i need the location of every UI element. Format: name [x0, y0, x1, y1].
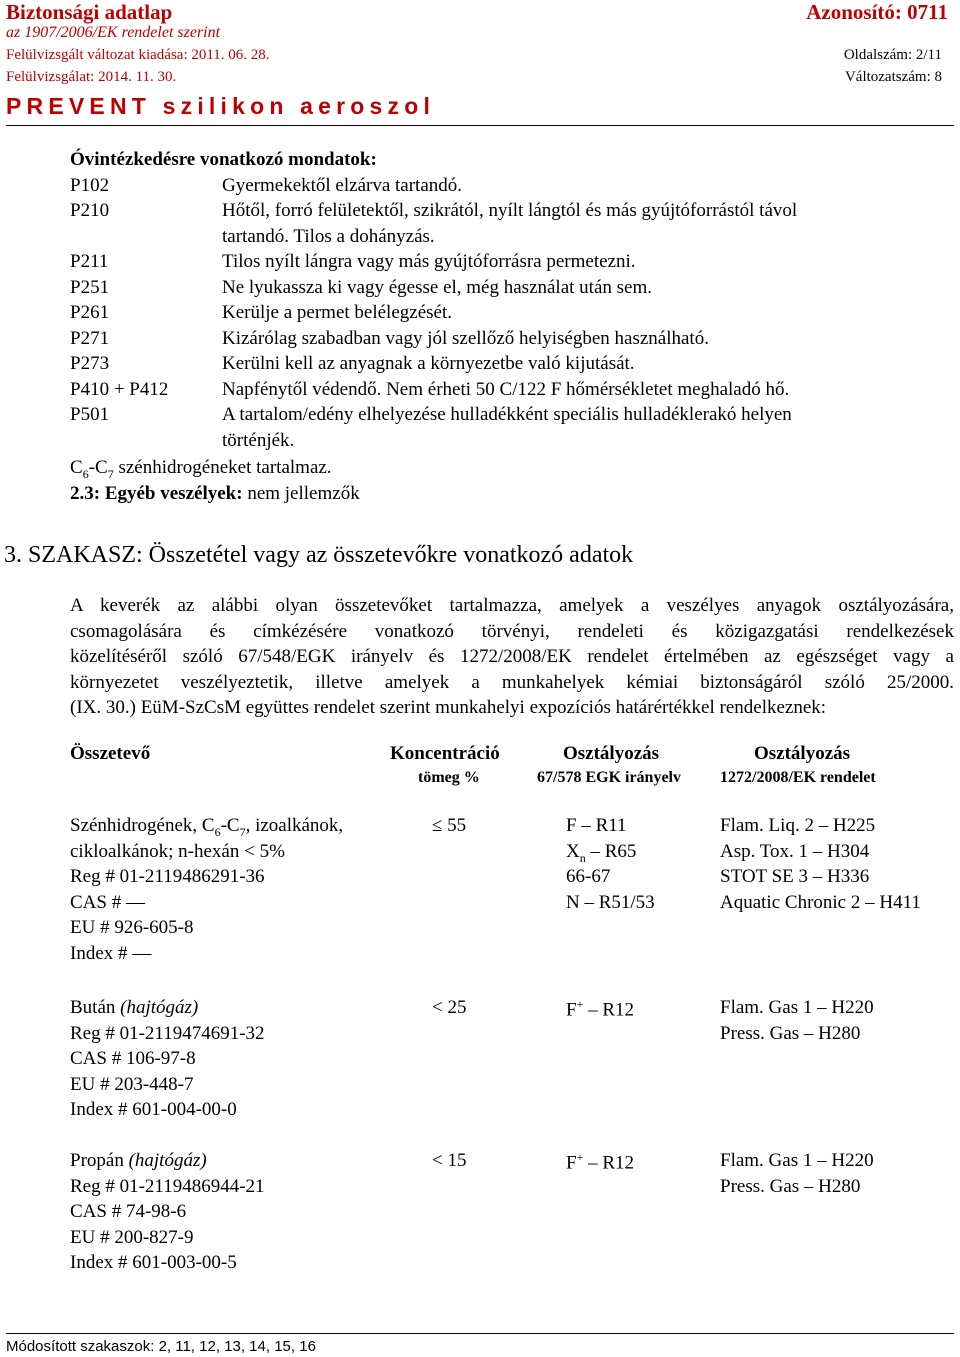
- precaution-text-continued: tartandó. Tilos a dohányzás.: [222, 226, 435, 247]
- precaution-text: A tartalom/edény elhelyezése hulladékként speciális hulladéklerakó helyen: [222, 404, 792, 425]
- section-3-paragraph: A keverék az alábbi olyan összetevőket tartalmazza, amelyek a veszélyes anyagok osztályozására, csomagolására és címkézésére vonatkozó törvényi, rendeleti és közigazgatási rendelkezések közelítéséről szóló 67/548/EGK irányelv és 1272/2008/EK rendelet értelmében az egészséget vagy a környezetet veszélyeztetik, illetve amelyek a munkahelyek kémiai biztonságáról szóló 25/2000. (IX. 30.) EüM-SzCsM együttes rendelet szerint munkahelyi expozíciós határértékkel rendelkeznek:: [70, 595, 954, 719]
- component-cas: CAS # 74-98-6: [70, 1201, 187, 1222]
- classification-1272: Press. Gas – H280: [720, 1176, 861, 1197]
- component-index: Index # 601-003-00-5: [70, 1252, 237, 1273]
- modified-sections: Módosított szakaszok: 2, 11, 12, 13, 14, 15, 16: [6, 1338, 316, 1355]
- precaution-text: Gyermekektől elzárva tartandó.: [222, 175, 463, 196]
- column-header-concentration-unit: tömeg %: [418, 769, 480, 786]
- precaution-text: Kerülje a permet belélegzését.: [222, 302, 452, 323]
- component-name: Bután (hajtógáz): [70, 997, 199, 1018]
- precaution-code: P501: [70, 404, 110, 425]
- component-name: Szénhidrogének, $C_6-C_7$, izoalkánok,: [70, 815, 344, 839]
- issue-date: Felülvizsgált változat kiadása: 2011. 06. 28.: [6, 47, 270, 63]
- classification-67: $X_n - R65$: [566, 841, 637, 865]
- component-eu: EU # 926-605-8: [70, 917, 194, 938]
- classification-1272: Flam. Gas 1 – H220: [720, 1150, 874, 1171]
- hydrocarbon-note: $C_6-C_7$ szénhidrogéneket tartalmaz.: [70, 457, 332, 481]
- precaution-code: P410 + P412: [70, 379, 169, 400]
- regulation-subtitle: az 1907/2006/EK rendelet szerint: [6, 24, 221, 41]
- version-number: Változatszám: 8: [844, 69, 942, 85]
- document-title: Biztonsági adatlap: [6, 0, 173, 24]
- precaution-text: Kerülni kell az anyagnak a környezetbe való kijutását.: [222, 353, 635, 374]
- classification-1272: Flam. Gas 1 – H220: [720, 997, 874, 1018]
- precaution-text: Ne lyukassza ki vagy égesse el, még használat után sem.: [222, 277, 652, 298]
- document-id: Azonosító: 0711: [806, 0, 948, 24]
- component-cas: CAS # —: [70, 892, 145, 913]
- footer-divider: [6, 1333, 954, 1334]
- product-name: PREVENT szilikon aeroszol: [6, 93, 436, 119]
- column-header-classification-1: Osztályozás: [563, 743, 660, 764]
- classification-1272: Press. Gas – H280: [720, 1023, 861, 1044]
- precaution-text: Napfénytől védendő. Nem érheti 50 C/122 F hőmérsékletet meghaladó hő.: [222, 379, 790, 400]
- classification-67: F+ – R12: [566, 997, 635, 1021]
- component-reg: Reg # 01-2119486291-36: [70, 866, 265, 887]
- component-reg: Reg # 01-2119474691-32: [70, 1023, 265, 1044]
- precaution-code: P210: [70, 200, 110, 221]
- precaution-code: P261: [70, 302, 110, 323]
- precaution-text: Tilos nyílt lángra vagy más gyújtóforrásra permetezni.: [222, 251, 636, 272]
- component-name-continued: cikloalkánok; n-hexán < 5%: [70, 841, 285, 862]
- precaution-code: P251: [70, 277, 110, 298]
- page-number: Oldalszám: 2/11: [843, 47, 942, 63]
- classification-1272: Flam. Liq. 2 – H225: [720, 815, 876, 836]
- classification-67: N – R51/53: [566, 892, 655, 913]
- column-header-component: Összetevő: [70, 743, 151, 764]
- classification-67: F – R11: [566, 815, 627, 836]
- precaution-code: P271: [70, 328, 110, 349]
- component-concentration: < 25: [432, 997, 467, 1018]
- precautions-heading: Óvintézkedésre vonatkozó mondatok:: [70, 149, 377, 170]
- precaution-code: P273: [70, 353, 110, 374]
- section-3-title: 3. SZAKASZ: Összetétel vagy az összetevőkre vonatkozó adatok: [4, 542, 634, 568]
- component-index: Index # —: [70, 943, 152, 964]
- review-date: Felülvizsgálat: 2014. 11. 30.: [6, 69, 177, 85]
- classification-1272: STOT SE 3 – H336: [720, 866, 870, 887]
- classification-1272: Asp. Tox. 1 – H304: [720, 841, 870, 862]
- column-header-concentration: Koncentráció: [390, 743, 500, 764]
- column-header-classification-2: Osztályozás: [754, 743, 851, 764]
- component-name: Propán (hajtógáz): [70, 1150, 207, 1171]
- precaution-code: P102: [70, 175, 110, 196]
- classification-67: F+ – R12: [566, 1150, 635, 1174]
- precaution-text: Kizárólag szabadban vagy jól szellőző helyiségben használható.: [222, 328, 709, 349]
- classification-1272: Aquatic Chronic 2 – H411: [720, 892, 921, 913]
- column-header-classification-2-sub: 1272/2008/EK rendelet: [720, 769, 876, 786]
- component-reg: Reg # 01-2119486944-21: [70, 1176, 265, 1197]
- precaution-text: Hőtől, forró felületektől, szikrától, nyílt lángtól és más gyújtóforrástól távol: [222, 200, 798, 221]
- precaution-text-continued: történjék.: [222, 430, 295, 451]
- classification-67: 66-67: [566, 866, 611, 887]
- precaution-code: P211: [70, 251, 109, 272]
- component-eu: EU # 203-448-7: [70, 1074, 194, 1095]
- column-header-classification-1-sub: 67/578 EGK irányelv: [537, 769, 681, 786]
- component-concentration: < 15: [432, 1150, 467, 1171]
- component-eu: EU # 200-827-9: [70, 1227, 194, 1248]
- header-divider: [6, 125, 954, 126]
- component-cas: CAS # 106-97-8: [70, 1048, 196, 1069]
- other-hazards: 2.3: Egyéb veszélyek: nem jellemzők: [70, 483, 360, 504]
- component-index: Index # 601-004-00-0: [70, 1099, 237, 1120]
- component-concentration: ≤ 55: [432, 815, 467, 836]
